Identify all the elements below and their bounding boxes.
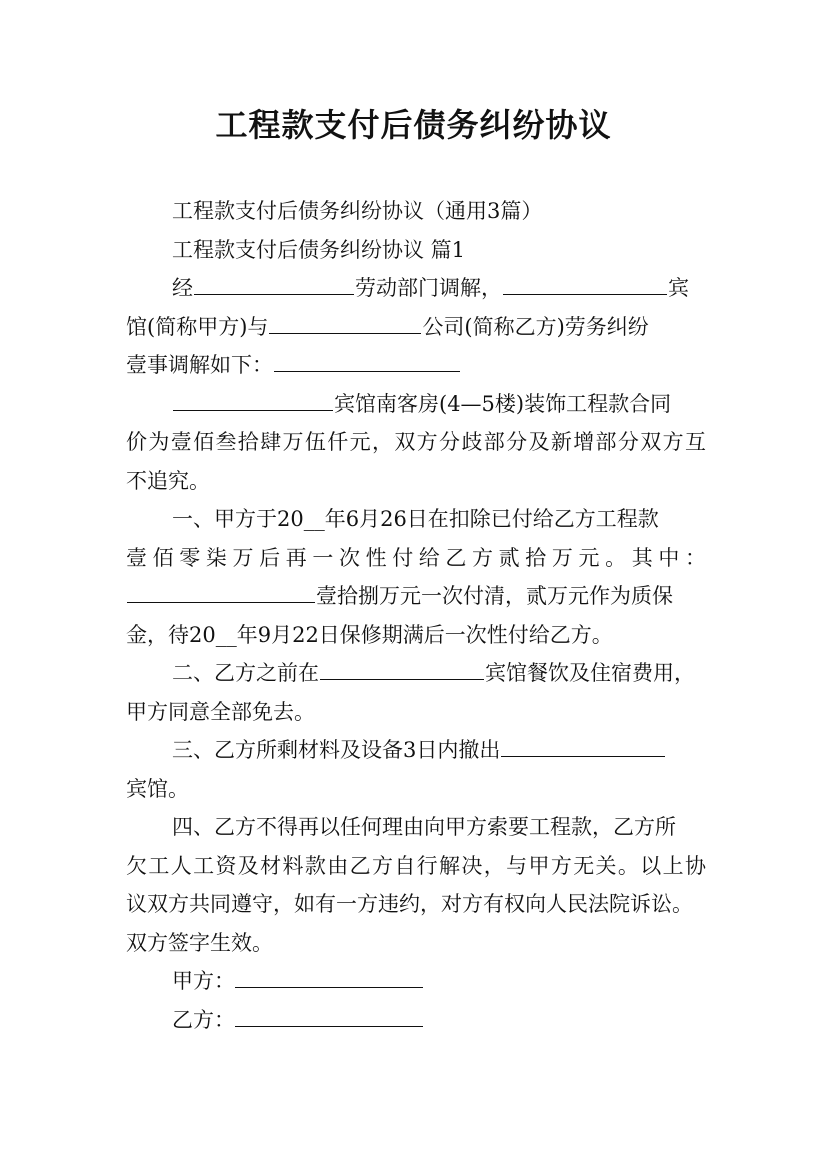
clause-3-line-1 [126,731,706,770]
clause-4-line-2 [126,847,706,886]
text-segment: 双方签字生效。 [126,930,273,955]
clause-2-line-2 [126,693,706,732]
text-segment: 二、乙方之前在 [172,661,319,685]
document-body [126,192,706,1039]
blank-field-hotel-3 [501,736,665,757]
signature-party-a [126,962,706,1001]
text-segment: 金，待20__年9月22日保修期满后一次性付给乙方。 [126,622,613,647]
text-segment: 三、乙方所剩材料及设备3日内撤出 [172,738,501,762]
text-segment: 议双方共同遵守，如有一方违约，对方有权向人民法院诉讼。 [126,892,693,916]
text-segment: 经 [172,276,193,300]
paragraph-mediation-line-1 [126,269,706,308]
section-heading [126,231,706,270]
party-a-label: 甲方： [172,969,235,993]
text-segment: 四、乙方不得再以任何理由向甲方索要工程款，乙方所 [172,815,676,839]
blank-field-hotel-2 [320,659,484,680]
blank-field-mediator [194,274,354,295]
document-title: 工程款支付后债务纠纷协议 [215,106,612,144]
subtitle-text: 工程款支付后债务纠纷协议（通用3篇） [172,199,543,223]
text-segment: 甲方同意全部免去。 [126,699,315,724]
blank-field-hotel [173,390,333,411]
text-segment: 馆(简称甲方)与 [126,314,269,339]
text-segment: 宾馆南客房(4—5楼)装饰工程款合同 [334,391,672,416]
paragraph-contract-line-2 [126,423,706,462]
text-segment: 价为壹佰叁拾肆万伍仟元，双方分歧部分及新增部分双方互 [126,430,706,454]
text-segment: 壹佰零柒万后再一次性付给乙方贰拾万元。其中： [126,545,706,570]
party-a-signature-line [235,967,423,988]
clause-4-line-3 [126,885,706,924]
text-segment: 宾 [668,276,689,300]
signature-party-b [126,1001,706,1040]
blank-field-company-name [269,313,421,334]
clause-3-line-2 [126,770,706,809]
text-segment: 壹事调解如下： [126,353,273,377]
text-segment: 不追究。 [126,468,210,493]
party-b-label: 乙方： [172,1007,235,1032]
clause-1-line-4 [126,616,706,655]
text-segment: 公司(简称乙方)劳务纠纷 [422,314,649,339]
paragraph-mediation-line-2 [126,308,706,347]
blank-field-mediation-terms [274,351,460,372]
clause-1-line-2 [126,539,706,578]
paragraph-mediation-line-3 [126,346,706,385]
party-b-signature-line [235,1006,423,1027]
paragraph-contract-line-3 [126,462,706,501]
clause-2-line-1 [126,654,706,693]
blank-field-hotel-name [503,274,667,295]
blank-field-payee [127,582,315,603]
text-segment: 劳动部门调解， [355,276,502,300]
text-segment: 欠工人工资及材料款由乙方自行解决，与甲方无关。以上协 [126,853,706,878]
clause-4-line-1 [126,808,706,847]
document-subtitle [126,192,706,231]
clause-4-line-4 [126,924,706,963]
text-segment: 宾馆餐饮及住宿费用， [485,661,695,685]
clause-1-line-1 [126,500,706,539]
paragraph-contract-line-1 [126,385,706,424]
text-segment: 宾馆。 [126,776,189,801]
text-segment: 一、甲方于20__年6月26日在扣除已付给乙方工程款 [172,507,659,531]
section-heading-text: 工程款支付后债务纠纷协议 篇1 [172,237,466,262]
clause-1-line-3 [126,577,706,616]
text-segment: 壹拾捌万元一次付清，贰万元作为质保 [316,584,673,608]
